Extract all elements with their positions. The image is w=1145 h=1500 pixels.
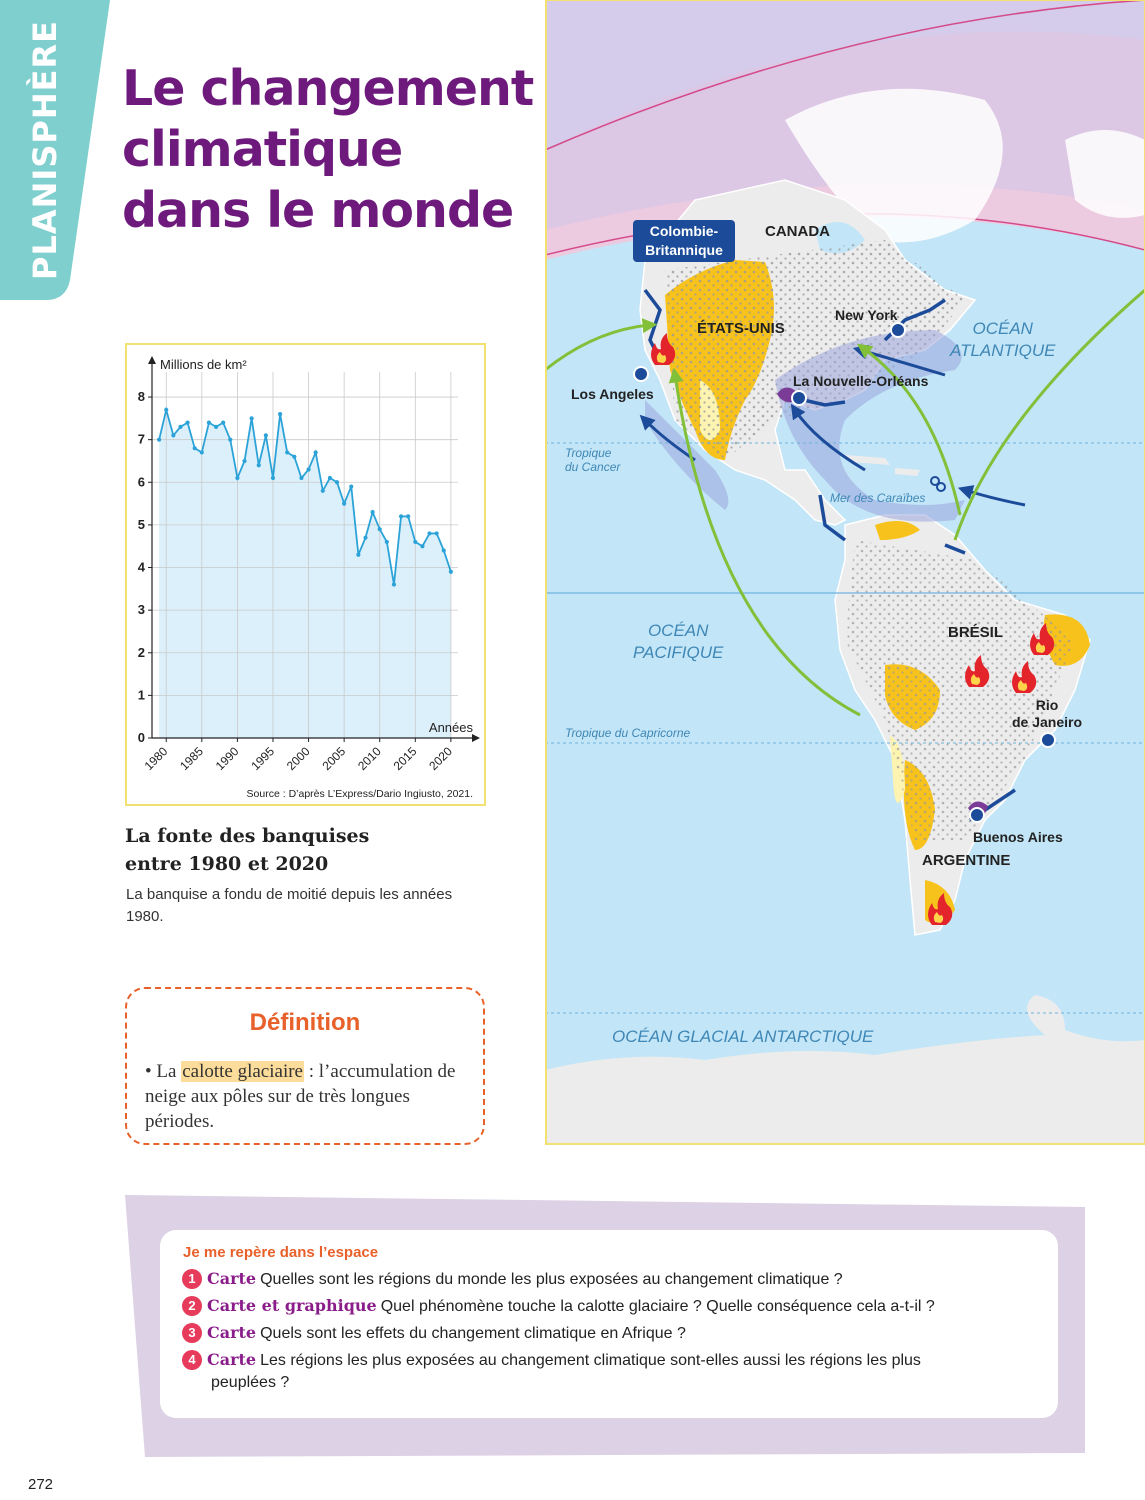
chart-ylabel: Millions de km² xyxy=(160,357,247,372)
chart-point xyxy=(235,476,239,480)
map-label-line: OCÉAN xyxy=(972,319,1033,338)
climate-map-svg xyxy=(545,0,1145,1145)
map-label-canada: CANADA xyxy=(765,223,830,240)
map-label-line: PACIFIQUE xyxy=(633,643,724,662)
chart-point xyxy=(250,416,254,420)
chart-point xyxy=(356,553,360,557)
chart-point xyxy=(221,421,225,425)
map-label-rio xyxy=(1012,697,1082,731)
question-number: 4 xyxy=(182,1350,202,1370)
chart-y-tick-label: 6 xyxy=(137,474,145,490)
definition-term: calotte glaciaire xyxy=(182,1061,303,1082)
map-label-los-angeles: Los Angeles xyxy=(571,386,654,402)
chart-point xyxy=(200,450,204,454)
chart-caption-text: La banquise a fondu de moitié depuis les années 1980. xyxy=(126,886,453,925)
chart-point xyxy=(306,467,310,471)
chart-y-tick-label: 5 xyxy=(137,516,145,532)
question-text: Les régions les plus exposées au changement climatique sont-elles aussi les régions les plus xyxy=(260,1352,921,1369)
chart-point xyxy=(214,425,218,429)
page-title-line: dans le monde xyxy=(122,182,514,239)
map-label-colombie-britannique xyxy=(633,220,735,262)
chart-point xyxy=(242,459,246,463)
question-item xyxy=(182,1322,1032,1345)
chart-point xyxy=(385,540,389,544)
map-label-tropique-capricorne: Tropique du Capricorne xyxy=(565,726,691,740)
chart-point xyxy=(328,476,332,480)
map-label-line: Britannique xyxy=(645,242,723,258)
chart-x-tick-label: 1990 xyxy=(212,744,242,774)
chart-y-tick-label: 1 xyxy=(137,687,145,703)
chart-point xyxy=(157,438,161,442)
map-label-line: Colombie- xyxy=(649,223,719,239)
sea-ice-chart xyxy=(125,343,486,806)
chart-area xyxy=(159,410,451,738)
chart-y-tick-label: 2 xyxy=(137,644,145,660)
map-label-line: de Janeiro xyxy=(1012,714,1083,730)
chart-point xyxy=(299,476,303,480)
chart-x-tick-label: 1980 xyxy=(141,744,171,774)
question-item xyxy=(182,1349,1032,1394)
page-title-line: climatique xyxy=(122,121,403,178)
map-label-new-york: New York xyxy=(835,307,898,323)
map-label-nouvelle-orleans: La Nouvelle-Orléans xyxy=(793,373,929,389)
chart-caption-title-line: entre 1980 et 2020 xyxy=(125,853,329,875)
page-number: 272 xyxy=(28,1476,54,1493)
chart-point xyxy=(285,450,289,454)
question-text: Quel phénomène touche la calotte glaciaire ? Quelle conséquence cela a-t-il ? xyxy=(380,1298,935,1315)
definition-rest: : l’accumulation de neige aux pôles sur de très longues périodes. xyxy=(145,1061,456,1132)
question-item xyxy=(182,1295,1032,1318)
chart-point xyxy=(207,421,211,425)
chart-x-tick-label: 2010 xyxy=(355,744,384,774)
chart-point xyxy=(363,536,367,540)
question-tag: Carte xyxy=(207,1269,257,1288)
definition-prefix: La xyxy=(156,1061,177,1082)
map-label-line: ATLANTIQUE xyxy=(950,341,1056,360)
chart-point xyxy=(264,433,268,437)
map-label-etats-unis: ÉTATS-UNIS xyxy=(697,320,785,337)
chart-y-axis-arrow xyxy=(148,356,156,364)
chart-point xyxy=(178,425,182,429)
chart-y-tick-label: 3 xyxy=(137,602,145,618)
sea-ice-chart-svg xyxy=(127,345,484,804)
chart-point xyxy=(278,412,282,416)
chart-point xyxy=(378,527,382,531)
question-number: 3 xyxy=(182,1323,202,1343)
chart-point xyxy=(193,446,197,450)
chart-point xyxy=(427,531,431,535)
chart-point xyxy=(164,408,168,412)
chart-point xyxy=(449,570,453,574)
chart-point xyxy=(171,433,175,437)
map-label-tropique-cancer xyxy=(565,446,620,474)
city-marker-new-york xyxy=(891,323,905,337)
chart-xlabel: Années xyxy=(428,720,473,735)
chart-point xyxy=(321,489,325,493)
chart-point xyxy=(349,484,353,488)
chart-point xyxy=(228,438,232,442)
city-marker-new-orleans xyxy=(792,391,806,405)
chart-point xyxy=(335,480,339,484)
chart-x-tick-label: 1985 xyxy=(177,744,206,774)
questions-card xyxy=(160,1230,1058,1418)
page-title-line: Le changement xyxy=(122,60,534,117)
map-label-ocean-antarctique: OCÉAN GLACIAL ANTARCTIQUE xyxy=(612,1027,874,1046)
map-label-line: du Cancer xyxy=(565,460,621,474)
chart-source: Source : D’après L’Express/Dario Ingiusto, 2021. xyxy=(246,788,473,800)
definition-title: Définition xyxy=(249,1009,361,1036)
chart-y-tick-label: 4 xyxy=(137,559,145,575)
section-tab xyxy=(0,0,110,300)
map-label-buenos-aires: Buenos Aires xyxy=(973,829,1063,845)
chart-x-tick-label: 2005 xyxy=(319,744,349,774)
city-marker-los-angeles xyxy=(634,367,648,381)
map-label-mer-caraibes: Mer des Caraïbes xyxy=(830,491,926,505)
chart-point xyxy=(314,450,318,454)
chart-point xyxy=(399,514,403,518)
chart-x-tick-label: 2020 xyxy=(426,744,456,774)
definition-bullet: • xyxy=(145,1061,152,1082)
chart-point xyxy=(292,455,296,459)
chart-caption-title-line: La fonte des banquises xyxy=(125,825,370,847)
chart-point xyxy=(185,421,189,425)
question-text: Quels sont les effets du changement climatique en Afrique ? xyxy=(260,1325,686,1342)
definition-text xyxy=(145,1059,470,1134)
map-label-ocean-pacifique xyxy=(633,620,723,664)
chart-point xyxy=(420,544,424,548)
chart-x-axis-arrow xyxy=(472,734,480,742)
map-label-line: OCÉAN xyxy=(647,621,709,640)
chart-y-tick-label: 7 xyxy=(137,431,145,447)
chart-point xyxy=(371,510,375,514)
city-marker-buenos-aires xyxy=(970,808,984,822)
question-item xyxy=(182,1268,1032,1291)
questions-heading: Je me repère dans l’espace xyxy=(183,1244,379,1261)
map-label-argentine: ARGENTINE xyxy=(922,852,1011,869)
map-label-line: Rio xyxy=(1035,697,1059,713)
question-tag: Carte xyxy=(207,1350,257,1369)
section-tab-label: PLANISPHÈRE xyxy=(26,20,64,280)
question-tag: Carte et graphique xyxy=(207,1296,377,1315)
chart-point xyxy=(406,514,410,518)
chart-point xyxy=(392,582,396,586)
question-number: 2 xyxy=(182,1296,202,1316)
definition-box xyxy=(125,987,485,1145)
map-label-line: Tropique xyxy=(565,446,612,460)
chart-x-tick-label: 1995 xyxy=(248,744,278,774)
chart-x-tick-label: 2000 xyxy=(283,744,313,774)
chart-y-tick-label: 0 xyxy=(137,730,145,745)
question-text: Quelles sont les régions du monde les plus exposées au changement climatique ? xyxy=(260,1271,843,1288)
map-label-ocean-atlantique xyxy=(950,318,1055,362)
question-number: 1 xyxy=(182,1269,202,1289)
chart-point xyxy=(435,531,439,535)
chart-point xyxy=(342,501,346,505)
question-tag: Carte xyxy=(207,1323,257,1342)
chart-point xyxy=(257,463,261,467)
chart-point xyxy=(271,476,275,480)
chart-x-tick-label: 2015 xyxy=(390,744,420,774)
chart-caption-title xyxy=(125,822,485,878)
page-title xyxy=(122,58,534,241)
chart-point xyxy=(442,548,446,552)
map-label-bresil: BRÉSIL xyxy=(948,624,1004,641)
chart-point xyxy=(413,540,417,544)
question-text-continued: peuplées ? xyxy=(211,1374,290,1391)
city-marker-rio xyxy=(1041,733,1055,747)
climate-map xyxy=(545,0,1145,1145)
chart-y-tick-label: 8 xyxy=(137,389,145,405)
